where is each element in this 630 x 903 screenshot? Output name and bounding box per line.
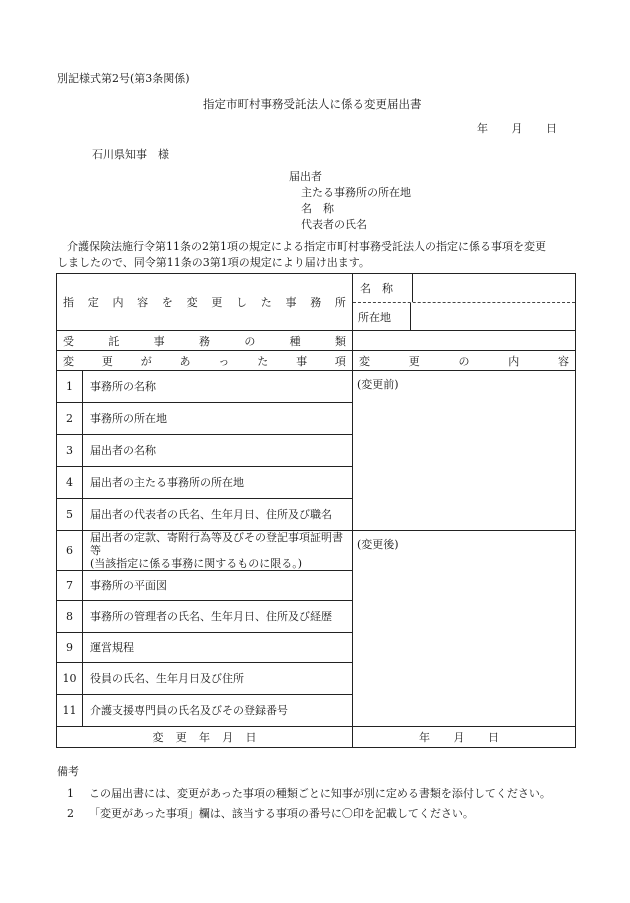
document-title: 指定市町村事務受託法人に係る変更届出書 xyxy=(203,97,422,111)
item-text xyxy=(83,531,353,571)
item-text xyxy=(83,435,353,467)
changed-item-header-char: が xyxy=(140,354,152,368)
item-text-sub: (当該指定に係る事務に関するものに限る。) xyxy=(90,557,303,570)
addressee: 石川県知事 様 xyxy=(92,148,169,161)
changed-item-header-char: あ xyxy=(179,354,191,368)
table-row xyxy=(57,531,576,571)
office-label-char: 変 xyxy=(186,296,198,309)
change-content-header-char: 更 xyxy=(408,354,420,368)
change-notification-table xyxy=(56,273,576,748)
service-type-label-char: の xyxy=(244,334,256,348)
change-date-label-char: 月 xyxy=(222,731,234,744)
change-content-header-char: 変 xyxy=(359,354,370,368)
remark-number: 2 xyxy=(67,807,74,820)
office-label-char: た xyxy=(260,296,272,309)
change-date-value xyxy=(419,729,499,745)
change-content-header-char: 内 xyxy=(508,354,520,368)
item-text xyxy=(83,371,353,403)
service-type-label-char: 種 xyxy=(289,334,301,348)
item-number[interactable]: 8 xyxy=(57,601,83,633)
office-label-char: を xyxy=(161,296,173,309)
item-text-main: 事務所の管理者の氏名、生年月日、住所及び経歴 xyxy=(90,610,332,623)
service-type-label-char: 託 xyxy=(108,334,120,348)
remark-number: 1 xyxy=(67,787,74,800)
office-label-char: し xyxy=(236,296,248,309)
item-number[interactable]: 11 xyxy=(57,695,83,727)
remarks-heading: 備考 xyxy=(57,765,79,778)
item-number[interactable]: 7 xyxy=(57,571,83,601)
office-label-char: 事 xyxy=(285,296,297,309)
service-type-label-char: 受 xyxy=(63,334,74,348)
day-label: 日 xyxy=(546,122,557,135)
remark-text: この届出書には、変更があった事項の種類ごとに知事が別に定める書類を添付してください。 xyxy=(89,787,551,800)
office-label-char: 内 xyxy=(112,296,124,309)
change-date-label-char: 更 xyxy=(175,731,187,744)
item-text xyxy=(83,633,353,663)
service-type-label-cell xyxy=(57,331,353,351)
item-text-main: 事務所の名称 xyxy=(90,380,156,393)
office-label xyxy=(63,294,346,310)
service-type-field[interactable] xyxy=(353,331,576,351)
item-text-main: 介護支援専門員の氏名及びその登録番号 xyxy=(90,704,288,717)
item-number[interactable]: 6 xyxy=(57,531,83,571)
changed-item-header-char: た xyxy=(257,354,269,368)
changed-item-header-char: 項 xyxy=(334,354,346,368)
office-label-char: 容 xyxy=(137,296,149,309)
change-day-label: 日 xyxy=(488,731,499,744)
item-text-main: 届出者の代表者の氏名、生年月日、住所及び職名 xyxy=(90,508,332,521)
changed-item-header-char: 変 xyxy=(63,354,74,368)
change-year-label: 年 xyxy=(419,731,430,744)
intro-text-line2: しましたので、同令第11条の3第1項の規定により届け出ます。 xyxy=(57,256,370,269)
changed-item-header-char: 更 xyxy=(101,354,113,368)
change-before-cell[interactable] xyxy=(353,371,576,531)
change-date-label-char: 年 xyxy=(199,731,210,744)
change-after-cell[interactable] xyxy=(353,531,576,727)
remark-item xyxy=(67,785,551,801)
intro-text-line1: 介護保険法施行令第11条の2第1項の規定による指定市町村事務受託法人の指定に係る事項を変更 xyxy=(67,240,546,253)
item-text xyxy=(83,695,353,727)
office-label-char: 指 xyxy=(63,296,74,309)
office-address-field[interactable] xyxy=(411,303,575,330)
item-text-main: 事務所の平面図 xyxy=(90,579,167,592)
office-label-char: 更 xyxy=(211,296,223,309)
office-name-field[interactable] xyxy=(413,274,575,302)
item-number[interactable]: 5 xyxy=(57,499,83,531)
changed-item-header-char: っ xyxy=(218,354,230,368)
item-text-main: 役員の氏名、生年月日及び住所 xyxy=(90,672,244,685)
item-text-main: 事務所の所在地 xyxy=(90,412,167,425)
change-date-label xyxy=(153,729,257,745)
changed-item-header-char: 事 xyxy=(296,354,308,368)
changed-item-header-cell xyxy=(57,351,353,371)
change-content-header-cell xyxy=(353,351,576,371)
item-number[interactable]: 10 xyxy=(57,663,83,695)
item-number[interactable]: 2 xyxy=(57,403,83,435)
notifier-address-label: 主たる事務所の所在地 xyxy=(301,186,411,199)
item-text xyxy=(83,571,353,601)
change-date-label-char: 変 xyxy=(152,731,164,744)
service-type-label-char: 務 xyxy=(198,334,210,348)
office-address-label: 所在地 xyxy=(353,303,411,330)
date-line xyxy=(477,120,557,136)
notifier-name-label: 名 称 xyxy=(301,202,334,215)
service-type-label xyxy=(63,333,346,349)
before-label: (変更前) xyxy=(357,378,399,391)
change-date-label-cell xyxy=(57,727,353,748)
item-number[interactable]: 3 xyxy=(57,435,83,467)
item-text xyxy=(83,499,353,531)
office-label-cell xyxy=(57,274,353,331)
change-content-header-char: の xyxy=(458,354,470,368)
office-label-char: 定 xyxy=(87,296,99,309)
item-text xyxy=(83,663,353,695)
item-number[interactable]: 9 xyxy=(57,633,83,663)
table-row xyxy=(57,371,576,403)
item-text-main: 届出者の名称 xyxy=(90,444,156,457)
remark-item xyxy=(67,805,474,821)
change-date-value-cell[interactable] xyxy=(353,727,576,748)
item-number[interactable]: 4 xyxy=(57,467,83,499)
item-number[interactable]: 1 xyxy=(57,371,83,403)
change-content-header-char: 容 xyxy=(558,354,569,368)
notifier-heading: 届出者 xyxy=(289,170,322,183)
service-type-label-char: 類 xyxy=(334,334,346,348)
item-text xyxy=(83,403,353,435)
office-fields-cell xyxy=(353,274,576,331)
form-number: 別記様式第2号(第3条関係) xyxy=(57,72,190,85)
changed-item-header xyxy=(63,353,346,369)
year-label: 年 xyxy=(477,122,488,135)
item-text xyxy=(83,601,353,633)
office-name-label: 名 称 xyxy=(353,274,413,302)
change-month-label: 月 xyxy=(453,731,465,744)
item-text-main: 届出者の定款、寄附行為等及びその登記事項証明書等 xyxy=(90,531,343,557)
item-text xyxy=(83,467,353,499)
notifier-rep-label: 代表者の氏名 xyxy=(301,218,367,231)
service-type-label-char: 事 xyxy=(153,334,165,348)
after-label: (変更後) xyxy=(357,538,399,551)
office-label-char: 務 xyxy=(310,296,322,309)
item-text-main: 運営規程 xyxy=(90,641,134,654)
change-date-label-char: 日 xyxy=(245,731,257,744)
remark-text: 「変更があった事項」欄は、該当する事項の番号に〇印を記載してください。 xyxy=(89,807,474,820)
month-label: 月 xyxy=(511,122,523,135)
item-text-main: 届出者の主たる事務所の所在地 xyxy=(90,476,244,489)
change-content-header xyxy=(359,353,569,369)
office-label-char: 所 xyxy=(334,296,346,309)
